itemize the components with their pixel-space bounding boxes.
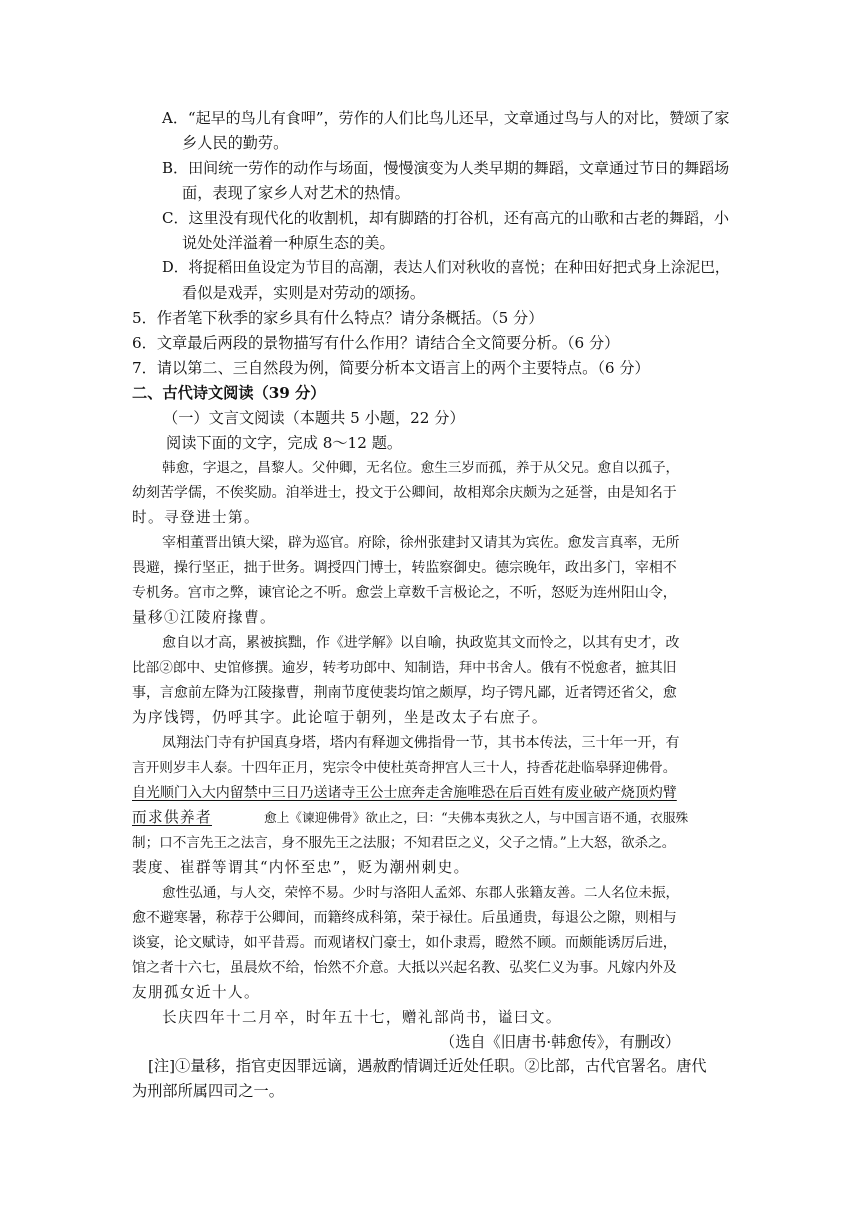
passage-p3-line-3: 事，言愈前左降为江陵掾曹，荆南节度使裴均馆之颇厚，均子锷凡鄙，近者锷还省父，愈 [132, 685, 677, 701]
note-line-2: 为刑部所属四司之一。 [132, 1082, 284, 1100]
question-7: 7．请以第二、三自然段为例，简要分析本文语言上的两个主要特点。（6 分） [132, 359, 650, 377]
passage-p2-line-1: 宰相董晋出镇大梁，辟为巡官。府除，徐州张建封又请其为宾佐。愈发言真率，无所 [162, 535, 680, 551]
passage-p5-line-5: 友朋孤女近十人。 [132, 984, 260, 1001]
option-a-line-2: 乡人民的勤劳。 [182, 134, 289, 152]
passage-p3-line-1: 愈自以才高，累被摈黜，作《进学解》以自喻，执政览其文而怜之，以其有史才，改 [162, 635, 680, 651]
passage-p2-line-2: 畏避，操行坚正，拙于世务。调授四门博士，转监察御史。德宗晚年，政出多门，宰相不 [132, 560, 677, 576]
passage-p5-line-1: 愈性弘通，与人交，荣悴不易。少时与洛阳人孟郊、东郡人张籍友善。二人名位未振， [162, 885, 680, 901]
question-6: 6．文章最后两段的景物描写有什么作用？请结合全文简要分析。（6 分） [132, 334, 620, 352]
passage-p4-line-2: 言开则岁丰人泰。十四年正月，宪宗令中使杜英奇押宫人三十人，持香花赴临皋驿迎佛骨。 [132, 760, 677, 776]
passage-p4-line-6: 裴度、崔群等谓其“内怀至忠”，贬为潮州刺史。 [132, 859, 470, 876]
subsection-title: （一）文言文阅读（本题共 5 小题，22 分） [163, 409, 465, 427]
option-c-line-1: C．这里没有现代化的收割机，却有脚踏的打谷机，还有高亢的山歌和古老的舞蹈，小 [162, 209, 730, 227]
passage-p4-line-5: 制；口不言先王之法言，身不服先王之法服；不知君臣之义，父子之情。”上大怒，欲杀之。 [132, 835, 676, 851]
instruction: 阅读下面的文字，完成 8～12 题。 [166, 434, 403, 452]
question-5: 5．作者笔下秋季的家乡具有什么特点？请分条概括。（5 分） [132, 309, 544, 327]
passage-p2-line-3: 专机务。宫市之弊，谏官论之不听。愈尝上章数千言极论之，不听，怒贬为连州阳山令， [132, 585, 677, 601]
passage-p4-line-1: 凤翔法门寺有护国真身塔，塔内有释迦文佛指骨一节，其书本传法，三十年一开，有 [162, 735, 680, 751]
passage-source: （选自《旧唐书·韩愈传》，有删改） [440, 1033, 681, 1051]
passage-p4-underlined-line-1: 自光顺门入大内留禁中三日乃送诸寺王公士庶奔走舍施唯恐在后百姓有废业破产烧顶灼臂 [132, 785, 677, 801]
option-d-line-1: D．将捉稻田鱼设定为节目的高潮，表达人们对秋收的喜悦；在种田好把式身上涂泥巴， [162, 259, 730, 276]
passage-p5-line-2: 愈不避寒暑，称荐于公卿间，而籍终成科第，荣于禄仕。后虽通贵，每退公之隙，则相与 [132, 910, 677, 926]
passage-p3-line-4: 为序饯锷，仍呼其字。此论喧于朝列，坐是改太子右庶子。 [132, 709, 548, 726]
option-a-line-1: A．“起早的鸟儿有食呷”，劳作的人们比鸟儿还早，文章通过鸟与人的对比，赞颂了家 [162, 109, 730, 127]
passage-p1-line-3: 时。寻登进士第。 [132, 509, 260, 526]
section-title: 二、古代诗文阅读（39 分） [132, 384, 326, 402]
note-line-1: [注]①量移，指官吏因罪远谪，遇赦酌情调迁近处任职。②比部，古代官署名。唐代 [148, 1057, 707, 1075]
passage-p5-line-3: 谈宴，论文赋诗，如平昔焉。而观诸权门豪士，如仆隶焉，瞪然不顾。而颇能诱厉后进， [132, 935, 677, 951]
passage-p6-line-1: 长庆四年十二月卒，时年五十七，赠礼部尚书，谥曰文。 [162, 1009, 562, 1026]
passage-p3-line-2: 比部②郎中、史馆修撰。逾岁，转考功郎中、知制诰，拜中书舍人。俄有不悦愈者，摭其旧 [132, 660, 677, 676]
passage-p1-line-1: 韩愈，字退之，昌黎人。父仲卿，无名位。愈生三岁而孤，养于从父兄。愈自以孤子， [162, 460, 680, 476]
option-d-line-2: 看似是戏弄，实则是对劳动的颂扬。 [182, 284, 425, 302]
option-c-line-2: 说处处洋溢着一种原生态的美。 [182, 234, 395, 252]
passage-p5-line-4: 馆之者十六七，虽晨炊不给，怡然不介意。大抵以兴起名教、弘奖仁义为事。凡嫁内外及 [132, 960, 677, 976]
passage-p1-line-2: 幼刻苦学儒，不俟奖励。洎举进士，投文于公卿间，故相郑余庆颇为之延誉，由是知名于 [132, 485, 677, 501]
passage-p4-underlined-line-2: 而求供养者 [132, 809, 212, 826]
passage-p2-line-4: 量移①江陵府掾曹。 [132, 609, 276, 626]
option-b-line-2: 面，表现了家乡人对艺术的热情。 [182, 184, 410, 202]
passage-p4-line-4: 愈上《谏迎佛骨》欲止之，曰：“夫佛本夷狄之人，与中国言语不通，衣服殊 [264, 810, 689, 825]
option-b-line-1: B．田间统一劳作的动作与场面，慢慢演变为人类早期的舞蹈，文章通过节日的舞蹈场 [162, 159, 730, 177]
